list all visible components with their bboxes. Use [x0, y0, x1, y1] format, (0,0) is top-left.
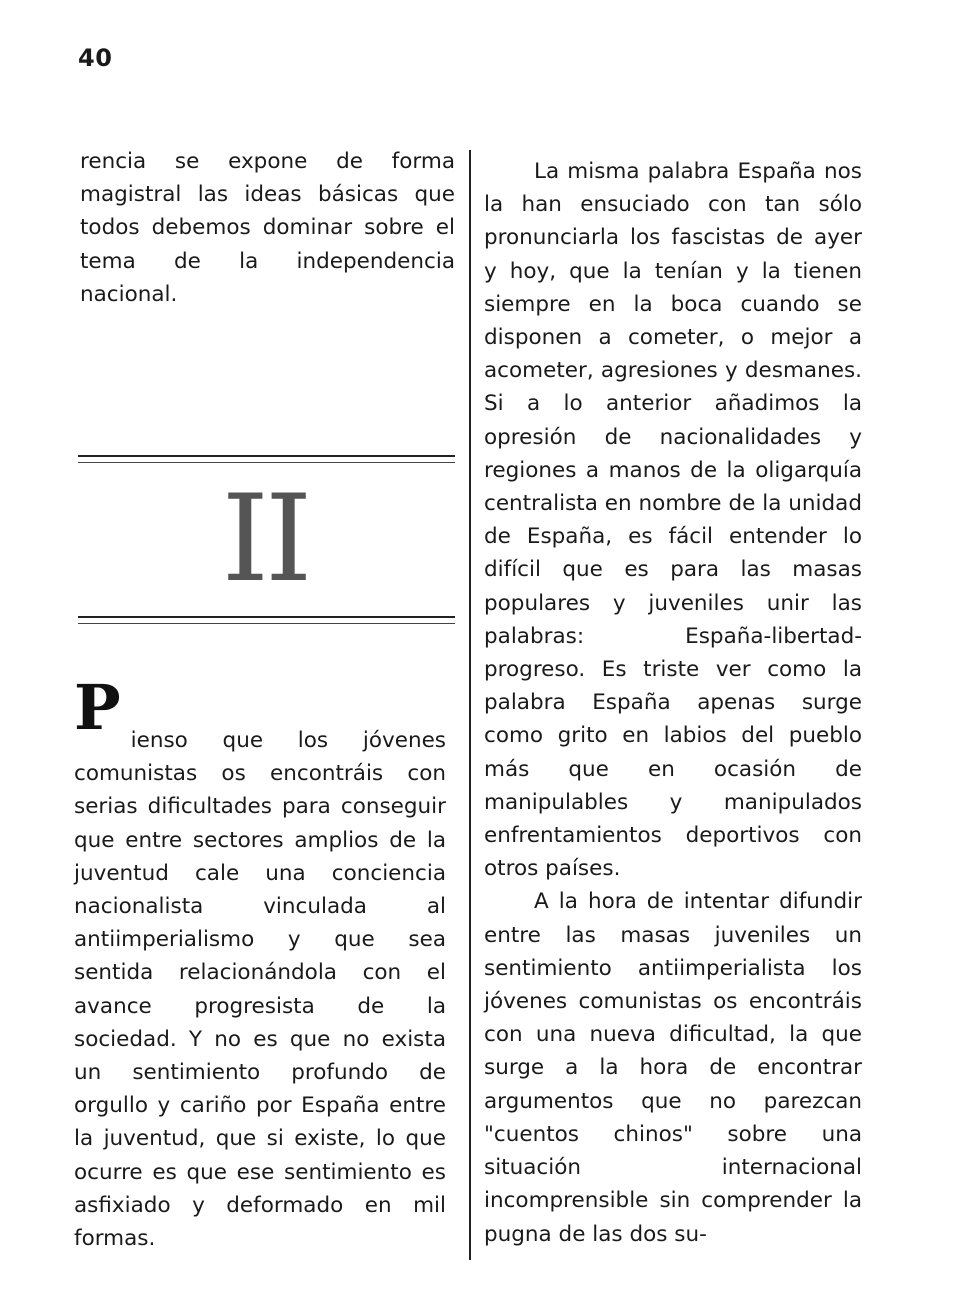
right-paragraph-2: A la hora de intentar difundir entre las masas juveniles un sentimiento antiimperialista los jóvenes comunistas os encontráis con una nueva dificultad, la que surge a la hora de encontrar argumentos que no parezcan "cuentos chinos" sobre una situación internacional incomprensible sin comprender la pugna de las dos su- — [484, 889, 862, 1247]
right-paragraph-1: La misma palabra España nos la han ensuciado con tan sólo pronunciarla los fascistas de ayer y hoy, que la tenían y la tienen siempre en la boca cuando se disponen a cometer, o mejor a acometer, agresiones y desmanes. Si a lo anterior añadimos la opresión de nacionalidades y regiones a manos de la oligarquía centralista en nombre de la unidad de España, es fácil entender lo difícil que es para las masas populares y juveniles unir las palabras: España-libertad-progreso. Es triste ver como la palabra España apenas surge como grito en labios del pueblo más que en ocasión de manipulables y manipulados enfrentamientos deportivos con otros países. — [484, 159, 862, 882]
section-numeral: II — [221, 470, 309, 609]
drop-cap: P — [74, 671, 121, 744]
paragraph-continuation: rencia se expone de forma magistral las ideas básicas que todos debemos dominar sobre el tema de la independencia nacional. — [80, 149, 455, 307]
section-rule-top-thick — [78, 455, 455, 457]
left-column-bottom — [74, 671, 446, 1255]
column-divider — [469, 150, 471, 1260]
section-rule-bottom-thin — [78, 623, 455, 624]
section-opening-paragraph — [74, 671, 446, 1255]
left-column-top — [80, 145, 455, 311]
section-rule-top-thin — [78, 462, 455, 463]
section-rule-bottom-thick — [78, 616, 455, 618]
section-opening-text: ienso que los jóvenes comunistas os encontráis con serias dificultades para conseguir que entre sectores amplios de la juventud cale una conciencia nacionalista vinculada al antiimperialismo y que sea sentida relacionándola con el avance progresista de la sociedad. Y no es que no exista un sentimiento profundo de orgullo y cariño por España entre la juventud, que si existe, lo que ocurre es que ese sentimiento es asfixiado y deformado en mil formas. — [74, 728, 446, 1252]
right-column — [484, 155, 862, 1251]
page-number: 40 — [78, 44, 113, 72]
